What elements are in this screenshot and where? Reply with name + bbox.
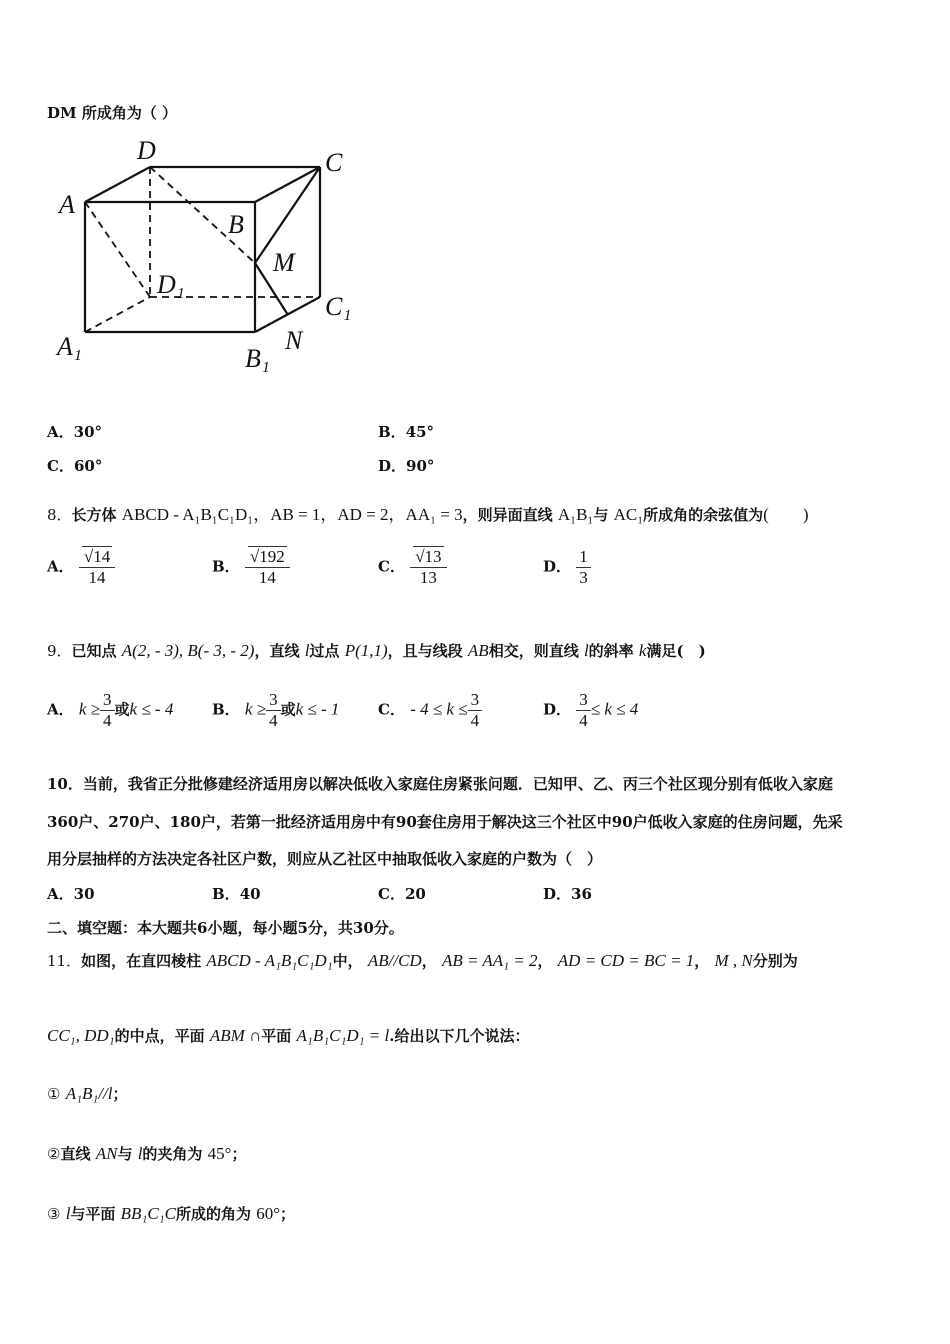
label-B1: B₁ <box>245 344 270 373</box>
label-A1: A₁ <box>57 332 82 361</box>
q9-option-a: A． k ≥ $\frac{3}{4}$ 或k ≤ - 4 <box>47 690 174 730</box>
q10-option-c: C．20 <box>378 885 426 903</box>
label-N: N <box>285 326 303 355</box>
fraction: $\frac{√13}{13}$ <box>410 547 446 588</box>
q10-option-a: A．30 <box>47 885 95 903</box>
fraction: $\frac{3}{4}$ <box>576 690 591 731</box>
fraction: $\frac{1}{3}$ <box>576 547 591 588</box>
q10-line-1: 10．当前，我省正分批修建经济适用房以解决低收入家庭住房紧张问题．已知甲、乙、丙三个社区现分别有低收入家庭 <box>47 775 833 793</box>
q8-option-c: C． $\frac{√13}{13}$ <box>378 547 447 588</box>
label-M: M <box>273 248 295 277</box>
q8-option-b: B． $\frac{√192}{14}$ <box>212 547 290 588</box>
label-C: C <box>325 148 343 177</box>
q9-option-b: B． k ≥ $\frac{3}{4}$ 或k ≤ - 1 <box>212 690 340 730</box>
q7-stem-tail: DM 所成角为（ ） <box>47 104 178 122</box>
q11-stem-line-1: 11．如图，在直四棱柱 ABCD - A₁B₁C₁D₁中， AB//CD， AB = AA₁ = 2， AD = CD = BC = 1， M , N分别为 <box>47 951 798 970</box>
q7-option-a: A．30° <box>47 423 103 441</box>
q9-stem: 9．已知点 A(2, - 3), B(- 3, - 2)，直线 l过点 P(1,1)，且与线段 AB相交，则直线 l的斜率 k满足( ) <box>47 641 706 660</box>
q9-option-d: D． $\frac{3}{4}$ ≤ k ≤ 4 <box>543 690 639 730</box>
q7-option-d: D．90° <box>378 457 435 475</box>
fraction: $\frac{3}{4}$ <box>468 690 483 731</box>
fraction: $\frac{3}{4}$ <box>100 690 115 731</box>
fraction: $\frac{√192}{14}$ <box>245 547 290 588</box>
q9-option-c: C． - 4 ≤ k ≤ $\frac{3}{4}$ <box>378 690 482 731</box>
fraction: $\frac{3}{4}$ <box>266 690 281 731</box>
label-C1: C₁ <box>325 292 352 321</box>
q11-statement-1: ① A₁B₁//l； <box>47 1084 128 1103</box>
label-A: A <box>59 190 75 219</box>
q11-statement-2: ②直线 AN与 l的夹角为 45°； <box>47 1144 247 1163</box>
q10-line-3: 用分层抽样的方法决定各社区户数，则应从乙社区中抽取低收入家庭的户数为（ ） <box>47 850 603 868</box>
q8-option-a: A． $\frac{√14}{14}$ <box>47 547 115 588</box>
q7-option-b: B．45° <box>378 423 435 441</box>
q10-line-2: 360户、270户、180户，若第一批经济适用房中有90套住房用于解决这三个社区中90户低收入家庭的住房问题，先采 <box>47 813 843 831</box>
q7-cube-figure <box>45 135 365 385</box>
q11-stem-line-2: CC₁, DD₁的中点，平面 ABM ∩平面 A₁B₁C₁D₁ = l.给出以下几个说法： <box>47 1026 530 1045</box>
q8-stem: 8．长方体 ABCD - A₁B₁C₁D₁，AB = 1，AD = 2，AA₁ = 3，则异面直线 A₁B₁与 AC₁所成角的余弦值为( ) <box>47 505 809 524</box>
q7-option-c: C．60° <box>47 457 103 475</box>
label-B: B <box>228 210 244 239</box>
q10-option-d: D．36 <box>543 885 592 903</box>
label-D1: D₁ <box>157 270 185 299</box>
q11-statement-3: ③ l与平面 BB₁C₁C所成的角为 60°； <box>47 1204 296 1223</box>
section-2-heading: 二、填空题：本大题共6小题，每小题5分，共30分。 <box>47 919 404 937</box>
label-D: D <box>137 136 156 165</box>
fraction: $\frac{√14}{14}$ <box>79 547 115 588</box>
q10-option-b: B．40 <box>212 885 261 903</box>
q8-option-d: D． $\frac{1}{3}$ <box>543 547 591 588</box>
